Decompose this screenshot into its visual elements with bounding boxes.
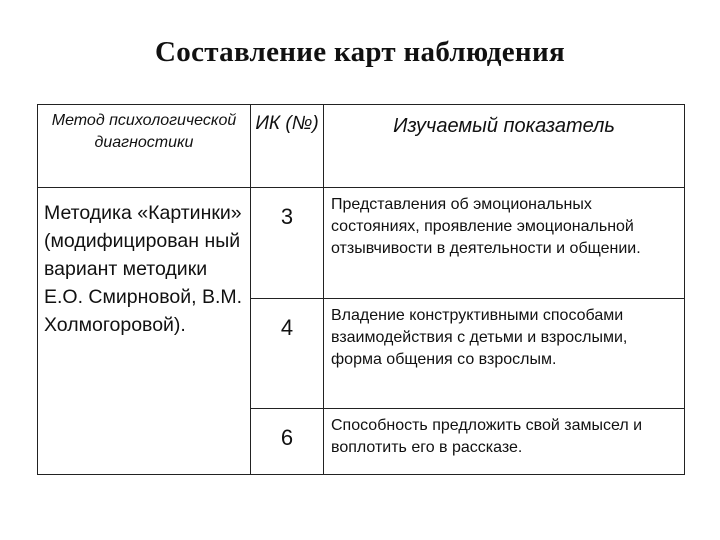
indicator-cell: Представления об эмоциональных состояниях, проявление эмоциональной отзывчивости в деятельности и общении. xyxy=(324,188,685,299)
header-indicator: Изучаемый показатель xyxy=(324,105,685,188)
ik-cell: 3 xyxy=(251,188,324,299)
table-header-row xyxy=(38,105,685,188)
ik-cell: 4 xyxy=(251,299,324,409)
header-ik: ИК (№) xyxy=(251,105,324,188)
indicator-cell: Владение конструктивными способами взаимодействия с детьми и взрослыми, форма общения со взрослым. xyxy=(324,299,685,409)
indicator-cell: Способность предложить свой замысел и воплотить его в рассказе. xyxy=(324,409,685,475)
table-row xyxy=(38,188,685,299)
observation-table xyxy=(37,104,685,475)
ik-cell: 6 xyxy=(251,409,324,475)
method-cell: Методика «Картинки» (модифицирован ный вариант методики Е.О. Смирновой, В.М. Холмогоровой). xyxy=(38,188,251,475)
page-title: Составление карт наблюдения xyxy=(155,36,565,68)
header-method: Метод психологической диагностики xyxy=(38,105,251,188)
